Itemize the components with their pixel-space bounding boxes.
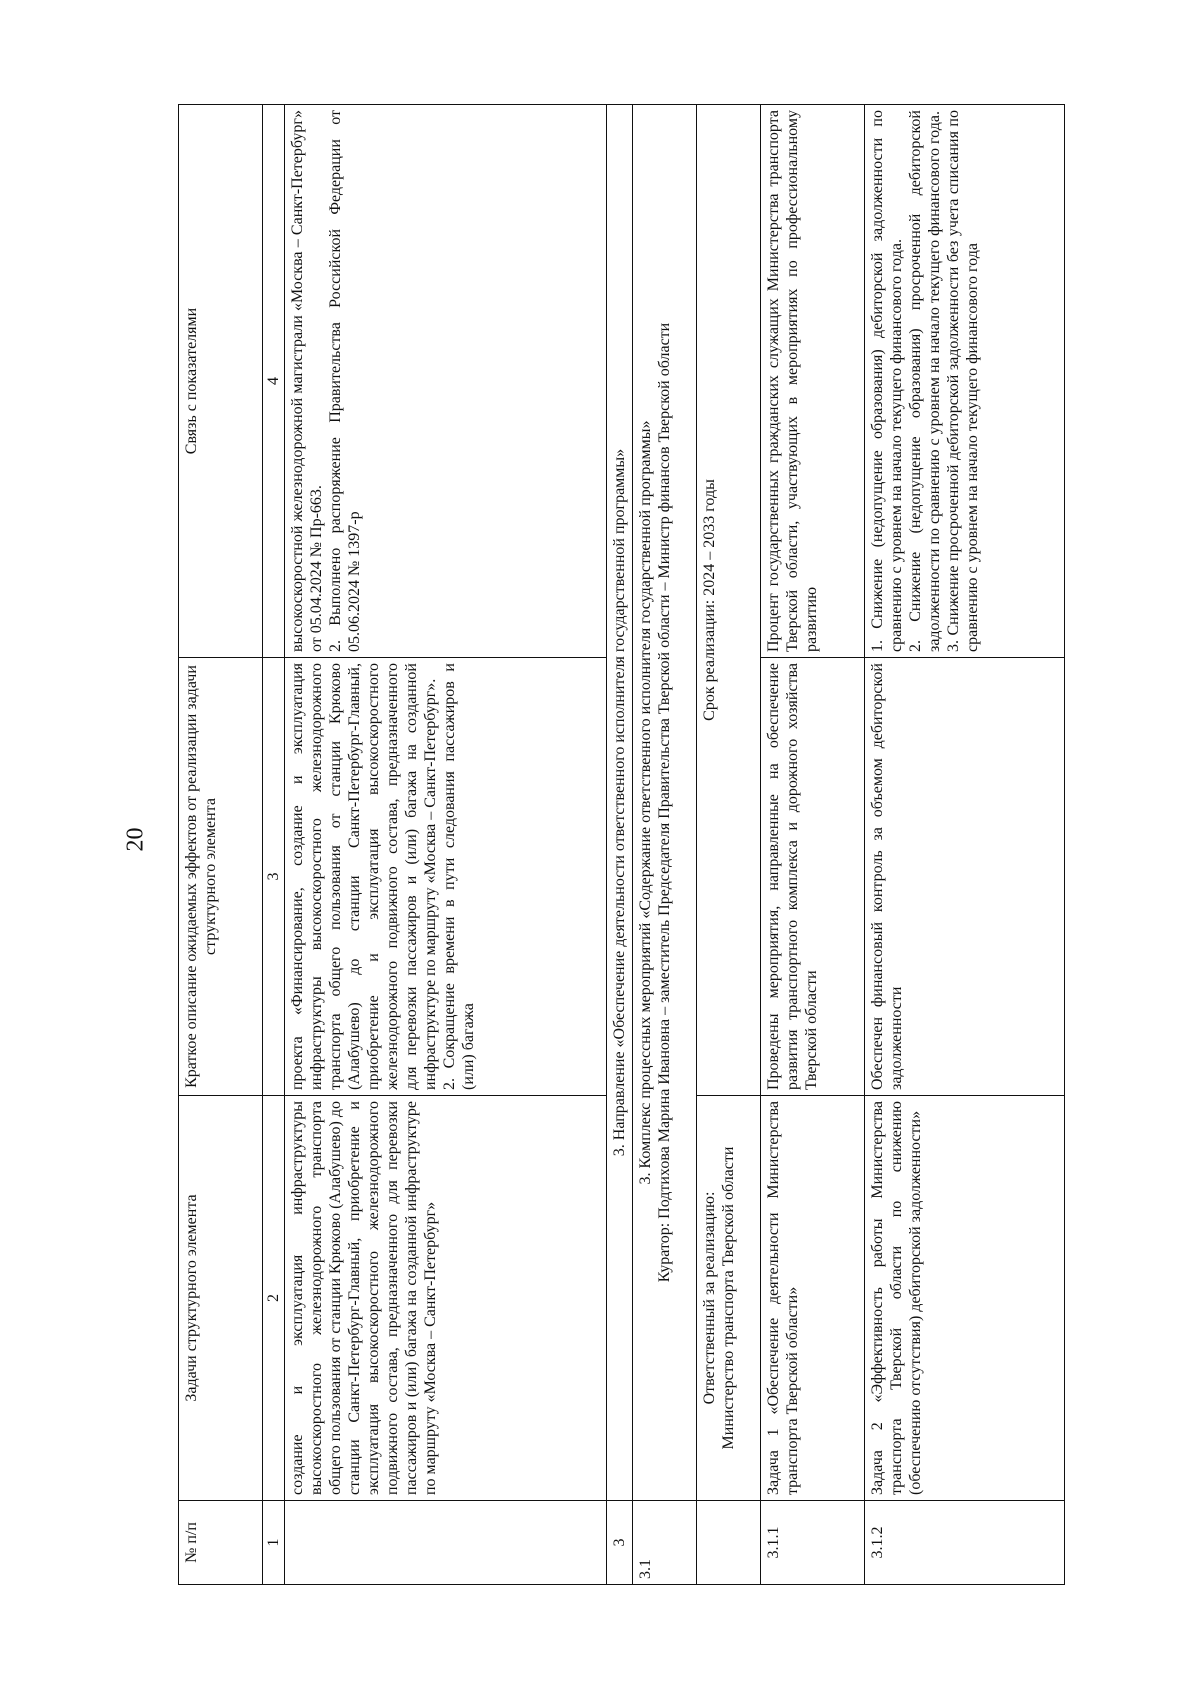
section-number: 3 xyxy=(607,1501,633,1585)
task-text: создание и эксплуатация инфраструктуры высокоскоростного железнодорожного транспорта общего пользования от станции Крюково (Алабушево) до станции Санкт-Петербург-Главный, приобретение и эксплуатация высокоскоростного железнодорожного подвижного состава, предназначенного для перевозки пассажиров и (или) багажа на созданной инфраструктуре по маршруту «Москва – Санкт-Петербург» xyxy=(285,1096,607,1501)
column-number: 4 xyxy=(263,105,285,658)
header-row xyxy=(179,105,263,1585)
header-tasks: Задачи структурного элемента xyxy=(179,1096,263,1501)
subsection-cell xyxy=(633,105,697,1501)
column-number: 2 xyxy=(263,1096,285,1501)
effect-text: проекта «Финансирование, создание и эксплуатация инфраструктуры высокоскоростного железнодорожного транспорта общего пользования от станции Крюково (Алабушево) до станции Санкт-Петербург-Главный, приобретение и эксплуатация высокоскоростного железнодорожного подвижного состава, предназначенного для перевозки пассажиров и (или) багажа на созданной инфраструктуре по маршруту «Москва – Санкт-Петербург». 2. Сокращение времени в пути следования пассажиров и (или) багажа xyxy=(285,658,607,1096)
column-number: 3 xyxy=(263,658,285,1096)
row-number: 3.1.1 xyxy=(761,1501,865,1585)
responsible-row xyxy=(697,105,761,1585)
column-number-row xyxy=(263,105,285,1585)
task-text: Задача 2 «Эффективность работы Министерства транспорта Тверской области по снижению (обеспечению отсутствия) дебиторской задолженности» xyxy=(865,1096,1065,1501)
structure-table xyxy=(178,104,1065,1585)
table-row xyxy=(865,105,1065,1585)
page-number: 20 xyxy=(122,827,149,852)
column-number: 1 xyxy=(263,1501,285,1585)
section-row xyxy=(607,105,633,1585)
responsible-label: Ответственный за реализацию: xyxy=(701,1191,718,1405)
subsection-row xyxy=(633,105,697,1585)
subsection-number: 3.1 xyxy=(633,1501,697,1585)
row-number xyxy=(285,1501,607,1585)
header-effects: Краткое описание ожидаемых эффектов от реализации задачи структурного элемента xyxy=(179,658,263,1096)
responsible-period: Срок реализации: 2024 – 2033 годы xyxy=(697,105,761,1096)
effect-text: Обеспечен финансовый контроль за объемом дебиторской задолженности xyxy=(865,658,1065,1096)
row-number: 3.1.2 xyxy=(865,1501,1065,1585)
subsection-title: 3. Комплекс процессных мероприятий «Содержание ответственного исполнителя государственной программы» xyxy=(637,420,654,1185)
table-row xyxy=(285,105,607,1585)
effect-text: Проведены мероприятия, направленные на обеспечение развития транспортного комплекса и дорожного хозяйства Тверской области xyxy=(761,658,865,1096)
header-num: № п/п xyxy=(179,1501,263,1585)
responsible-name: Министерство транспорта Тверской области xyxy=(720,1146,737,1450)
link-text: 1. Снижение (недопущение образования) дебиторской задолженности по сравнению с уровнем на начало текущего финансового года. 2. Снижение (недопущение образования) просроченной дебиторской задолженности по сравнению с уровнем на начало текущего финансового года. 3. Снижение просроченной дебиторской задолженности без учета списания по сравнению с уровнем на начало текущего финансового года xyxy=(865,105,1065,658)
empty-cell xyxy=(697,1501,761,1585)
section-title: 3. Направление «Обеспечение деятельности ответственного исполнителя государственной программы» xyxy=(607,105,633,1501)
responsible-cell xyxy=(697,1096,761,1501)
subsection-curator: Куратор: Подтихова Марина Ивановна – заместитель Председателя Правительства Тверской области – Министр финансов Тверской области xyxy=(656,322,673,1283)
rotated-table-container xyxy=(178,105,1038,1585)
table-row xyxy=(761,105,865,1585)
link-text: Процент государственных гражданских служащих Министерства транспорта Тверской области, участвующих в мероприятиях по профессиональному развитию xyxy=(761,105,865,658)
header-links: Связь с показателями xyxy=(179,105,263,658)
link-text: высокоскоростной железнодорожной магистрали «Москва – Санкт-Петербург» от 05.04.2024 № Пр-663. 2. Выполнено распоряжение Правительства Российской Федерации от 05.06.2024 № 1397-р xyxy=(285,105,607,658)
task-text: Задача 1 «Обеспечение деятельности Министерства транспорта Тверской области» xyxy=(761,1096,865,1501)
